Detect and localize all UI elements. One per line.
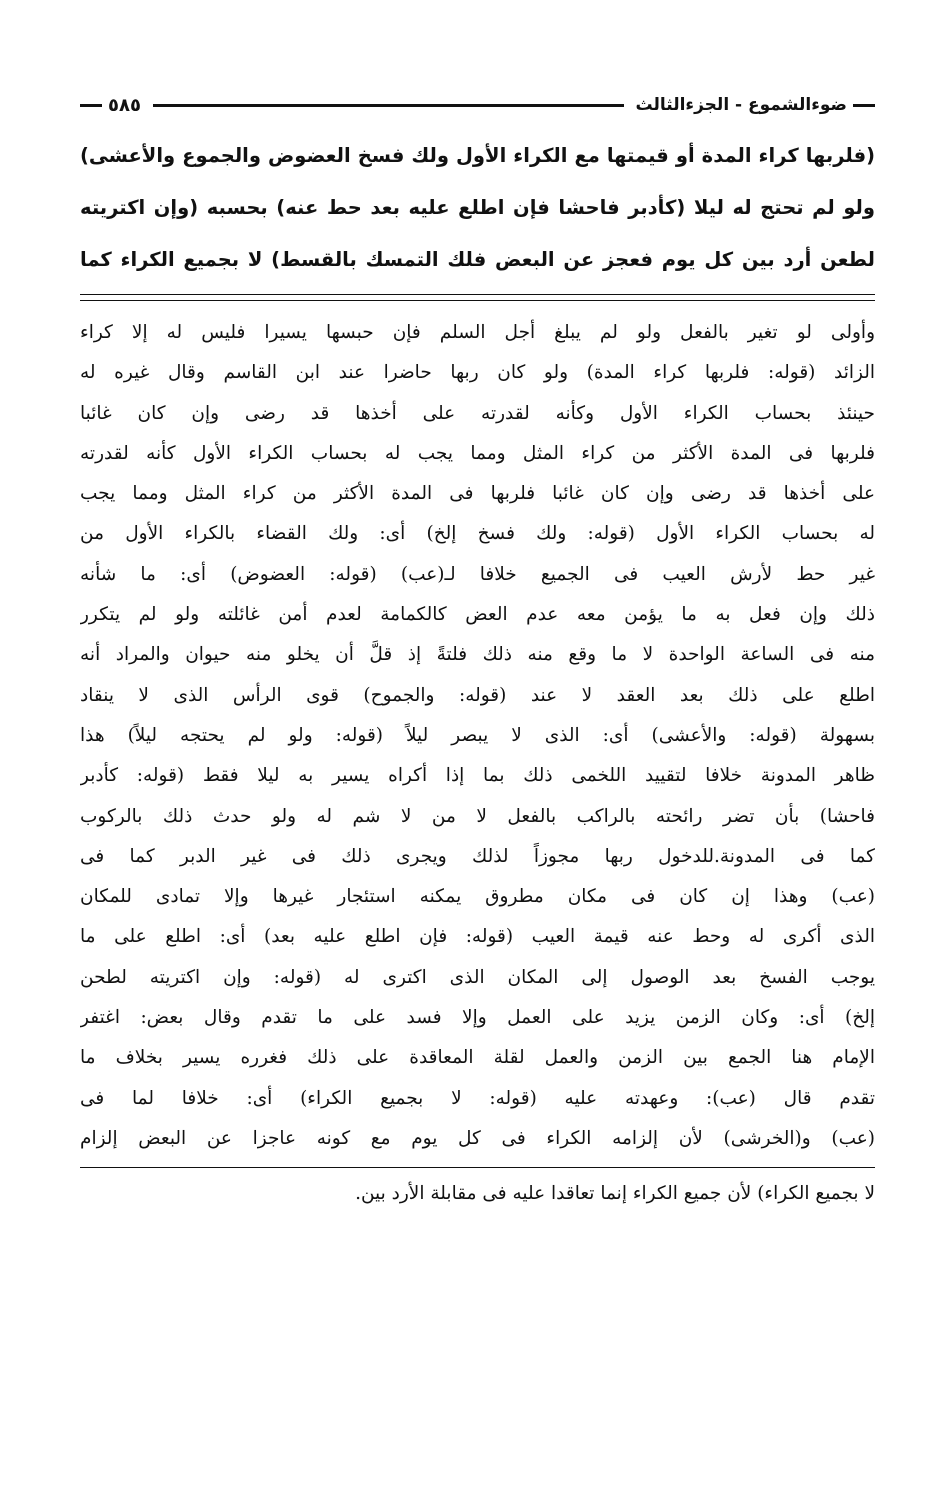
- matn-line: لطعن أرد بين كل يوم فعجز عن البعض فلك التمسك بالقسط) لا بجميع الكراء كما: [80, 248, 875, 271]
- body-line: تقدم قال (عب): وعهدته عليه (قوله: لا بجميع الكراء) أى: خلافا لما فى: [80, 1087, 875, 1109]
- section-divider: [80, 294, 875, 301]
- body-line: كما فى المدونة.للدخول ربها مجوزاً لذلك ويجرى ذلك فى غير الدبر كما فى: [80, 845, 875, 867]
- body-line: يوجب الفسخ بعد الوصول إلى المكان الذى اكترى له (قوله: وإن اكتريته لطحن: [80, 966, 875, 988]
- body-line: غير حط لأرش العيب فى الجميع خلافا لـ(عب) (قوله: العضوض) أى: ما شأنه: [80, 563, 875, 585]
- body-line: وأولى لو تغير بالفعل ولو لم يبلغ أجل السلم فإن حبسها يسيرا فليس له إلا كراء: [80, 322, 875, 343]
- body-line: ذلك وإن فعل به ما يؤمن معه عدم العض كالكمامة لعدم أمن غائلته ولو لم يتكرر: [80, 604, 875, 626]
- body-line: فاحشا) بأن تضر رائحته بالراكب بالفعل لا من لا شم له ولو حدث ذلك بالركوب: [80, 805, 875, 827]
- body-line: (عب) وهذا إن كان فى مكان مطروق يمكنه استئجار غيرها وإلا تمادى للمكان: [80, 886, 875, 908]
- body-line: إلخ) أى: وكان الزمن يزيد على العمل وإلا فسد على ما تقدم وقال بعض: اغتفر: [80, 1007, 875, 1029]
- page-number: ٥٨٥: [108, 94, 141, 116]
- footnote-text: لا بجميع الكراء) لأن جميع الكراء إنما تعاقدا عليه فى مقابلة الأرد بين.: [355, 1183, 875, 1205]
- body-line: الزائد (قوله: فلربها كراء المدة) ولو كان ربها حاضرا عند ابن القاسم وقال غيره له: [80, 362, 875, 384]
- body-line: الإمام هنا الجمع بين الزمن والعمل لقلة المعاقدة على ذلك فغرره يسير بخلاف ما: [80, 1047, 875, 1069]
- matn-text: [80, 130, 875, 286]
- body-line: (عب) و(الخرشى) لأن إلزامه الكراء فى كل يوم مع كونه عاجزا عن البعض إلزام: [80, 1127, 875, 1149]
- header-dash-left: [80, 104, 102, 107]
- body-line: ظاهر المدونة خلافا لتقييد اللخمى ذلك بما إذا أكراه يسير به ليلا فقط (قوله: كأدبر: [80, 765, 875, 787]
- header-title: ضوءالشموع - الجزءالثالث: [635, 95, 847, 115]
- matn-line: ولو لم تحتج له ليلا (كأدبر فاحشا فإن اطلع عليه بعد حط عنه) بحسبه (وإن اكتريته: [80, 196, 875, 219]
- body-line: اطلع على ذلك بعد العقد لا عند (قوله: والجموح) قوى الرأس الذى لا ينقاد: [80, 684, 875, 706]
- body-line: منه فى الساعة الواحدة لا ما وقع منه ذلك فلتةً إذ قلَّ أن يخلو منه حيوان والمراد أنه: [80, 644, 875, 666]
- matn-line: (فلربها كراء المدة أو قيمتها مع الكراء الأول ولك فسخ العضوض والجموع والأعشى): [80, 144, 875, 167]
- body-line: الذى أكرى له وحط عنه قيمة العيب (قوله: فإن اطلع عليه بعد) أى: اطلع على ما: [80, 926, 875, 948]
- header-rule: [153, 104, 624, 107]
- running-header: [80, 88, 875, 122]
- body-line: فلربها فى المدة الأكثر من كراء المثل ومما يجب له بحساب الكراء الأول كأنه لقدرته: [80, 442, 875, 464]
- body-line: بسهولة (قوله: والأعشى) أى: الذى لا يبصر ليلاً (قوله: ولو لم يحتجه ليلاً) هذا: [80, 724, 875, 746]
- commentary-text: [80, 313, 875, 1159]
- header-dash-right: [853, 104, 875, 107]
- body-line: له بحساب الكراء الأول (قوله: ولك فسخ إلخ) أى: ولك القضاء بالكراء الأول من: [80, 523, 875, 545]
- footnote-rule: [80, 1167, 875, 1168]
- body-line: على أخذها قد رضى وإن كان غائبا فلربها فى المدة الأكثر من كراء المثل ومما يجب: [80, 483, 875, 505]
- body-line: حينئذ بحساب الكراء الأول وكأنه لقدرته على أخذها قد رضى وإن كان غائبا: [80, 402, 875, 424]
- book-page: [80, 88, 875, 1210]
